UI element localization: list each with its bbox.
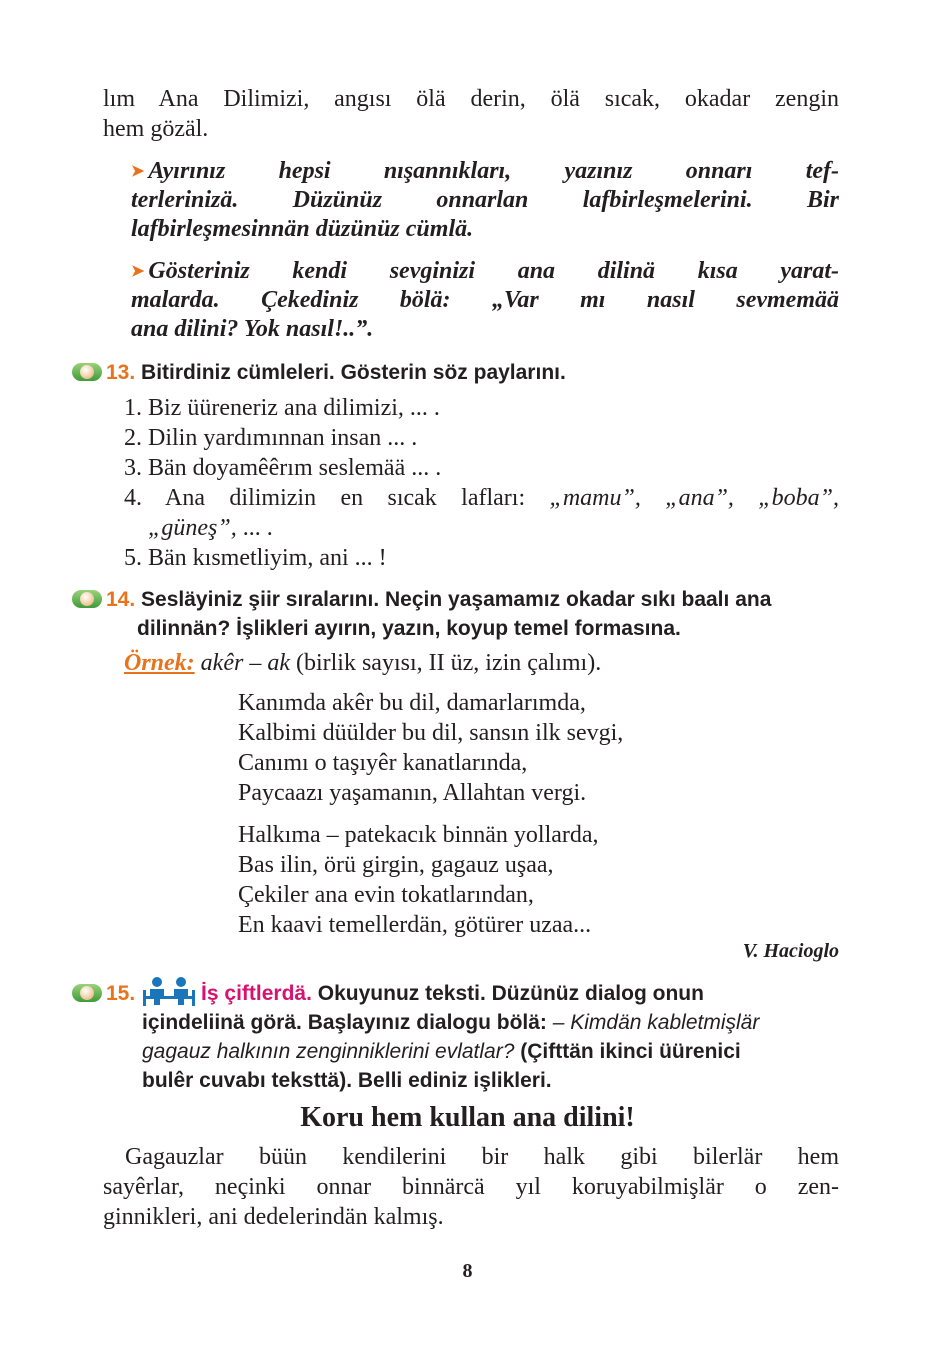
- poem-line: Çekiler ana evin tokatlarından,: [238, 882, 534, 908]
- exercise-instruction-line: bulêr cuvabı teksttä). Belli ediniz işlikleri.: [142, 1069, 552, 1092]
- task-text: Ayırınız hepsi nışannıkları, yazınız onnarı tef-: [148, 158, 839, 184]
- poem-line: Kanımda akêr bu dil, damarlarımda,: [238, 690, 586, 716]
- exercise-ball-icon: [72, 984, 102, 1002]
- list-item: 2. Dilin yardımınnan insan ... .: [124, 425, 418, 451]
- list-item-italic: „mamu”, „ana”, „boba”,: [549, 485, 839, 511]
- exercise-number: 13.: [106, 361, 136, 384]
- list-item-text: 4. Ana dilimizin en sıcak lafları:: [124, 485, 550, 511]
- exercise-number: 14.: [106, 588, 136, 611]
- instruction-italic: gagauz halkının zenginniklerini evlatlar?: [142, 1040, 515, 1063]
- list-item: 3. Bän doyamêêrım seslemää ... .: [124, 455, 442, 481]
- poem-stanza-2: [238, 820, 599, 940]
- intro-paragraph: [103, 84, 839, 144]
- example-word: akêr – ak: [200, 650, 290, 676]
- poem-line: Kalbimi düülder bu dil, sansın ilk sevgi,: [238, 720, 624, 746]
- list-item-continuation: [124, 513, 839, 543]
- task-instruction-2: [131, 257, 839, 344]
- list-item: 1. Biz üüreneriz ana dilimizi, ... .: [124, 395, 440, 421]
- instruction-bold: içindeliinä görä. Başlayınız dialogu bölä:: [142, 1011, 547, 1034]
- example-note: (birlik sayısı, II üz, izin çalımı).: [289, 650, 602, 676]
- exercise-instruction: Bitirdiniz cümleleri. Gösterin söz paylarını.: [141, 361, 566, 384]
- arrow-bullet-icon: ➤: [131, 163, 145, 180]
- exercise-15-heading: [72, 976, 842, 1095]
- task-line: terlerinizä. Düzünüz onnarlan lafbirleşmelerini. Bir: [131, 187, 839, 213]
- instruction-italic: – Kimdän kabletmişlär: [546, 1011, 760, 1034]
- exercise-14-heading: [72, 585, 842, 643]
- reading-paragraph: [103, 1142, 839, 1232]
- instruction-bold: (Çifttän ikinci üürenici: [514, 1040, 741, 1063]
- task-instruction-1: [131, 157, 839, 244]
- exercise-instruction: Sesläyiniz şiir sıralarını. Neçin yaşamamız okadar sıkı baalı ana: [141, 588, 772, 611]
- paragraph-line: ginnikleri, ani dedelerindän kalmış.: [103, 1204, 444, 1230]
- paragraph-line: sayêrlar, neçinki onnar binnärcä yıl koruyabilmişlär o zen-: [103, 1174, 839, 1200]
- exercise-14-example: [124, 648, 839, 678]
- poem-author: V. Hacioglo: [742, 940, 839, 962]
- poem-line: Paycaazı yaşamanın, Allahtan vergi.: [238, 780, 587, 806]
- exercise-instruction: Okuyunuz teksti. Düzünüz dialog onun: [311, 982, 704, 1005]
- pair-work-label: İş çiftlerdä.: [201, 982, 312, 1005]
- exercise-ball-icon: [72, 590, 102, 608]
- intro-line: hem gözäl.: [103, 116, 209, 142]
- exercise-13-list: [124, 393, 839, 573]
- exercise-number: 15.: [106, 982, 136, 1005]
- text-title: Koru hem kullan ana dilini!: [300, 1102, 635, 1133]
- pair-work-icon: [141, 976, 197, 1006]
- list-item: 5. Bän kısmetliyim, ani ... !: [124, 545, 387, 571]
- task-line: [131, 157, 839, 186]
- poem-stanza-1: [238, 688, 623, 808]
- task-line: [131, 257, 839, 286]
- page-number: 8: [462, 1260, 473, 1282]
- exercise-13-heading: [72, 358, 566, 387]
- paragraph-line: Gagauzlar büün kendilerini bir halk gibi bilerlär hem: [125, 1144, 839, 1170]
- poem-line: Halkıma – patekacık binnän yollarda,: [238, 822, 599, 848]
- poem-line: Bas ilin, örü girgin, gagauz uşaa,: [238, 852, 554, 878]
- task-line: lafbirleşmesinnän düzünüz cümlä.: [131, 216, 474, 242]
- example-label: Örnek:: [124, 650, 195, 676]
- intro-line: lım Ana Dilimizi, angısı ölä derin, ölä sıcak, okadar zengin: [103, 86, 839, 112]
- list-item: [124, 483, 839, 513]
- exercise-ball-icon: [72, 363, 102, 381]
- list-item-text: ... .: [236, 515, 273, 541]
- exercise-instruction: dilinnän? İşlikleri ayırın, yazın, koyup temel formasına.: [137, 617, 681, 640]
- exercise-instruction-line: [72, 1040, 741, 1063]
- poem-line: En kaavi temellerdän, götürer uzaa...: [238, 912, 592, 938]
- arrow-bullet-icon: ➤: [131, 263, 145, 280]
- task-line: ana dilini? Yok nasıl!..”.: [131, 316, 374, 342]
- poem-line: Canımı o taşıyêr kanatlarında,: [238, 750, 528, 776]
- task-text: Gösteriniz kendi sevginizi ana dilinä kısa yarat-: [148, 258, 839, 284]
- exercise-instruction-line: [72, 1011, 759, 1034]
- list-item-italic: „güneş”,: [148, 515, 237, 541]
- task-line: malarda. Çekediniz bölä: „Var mı nasıl sevmemää: [131, 287, 839, 313]
